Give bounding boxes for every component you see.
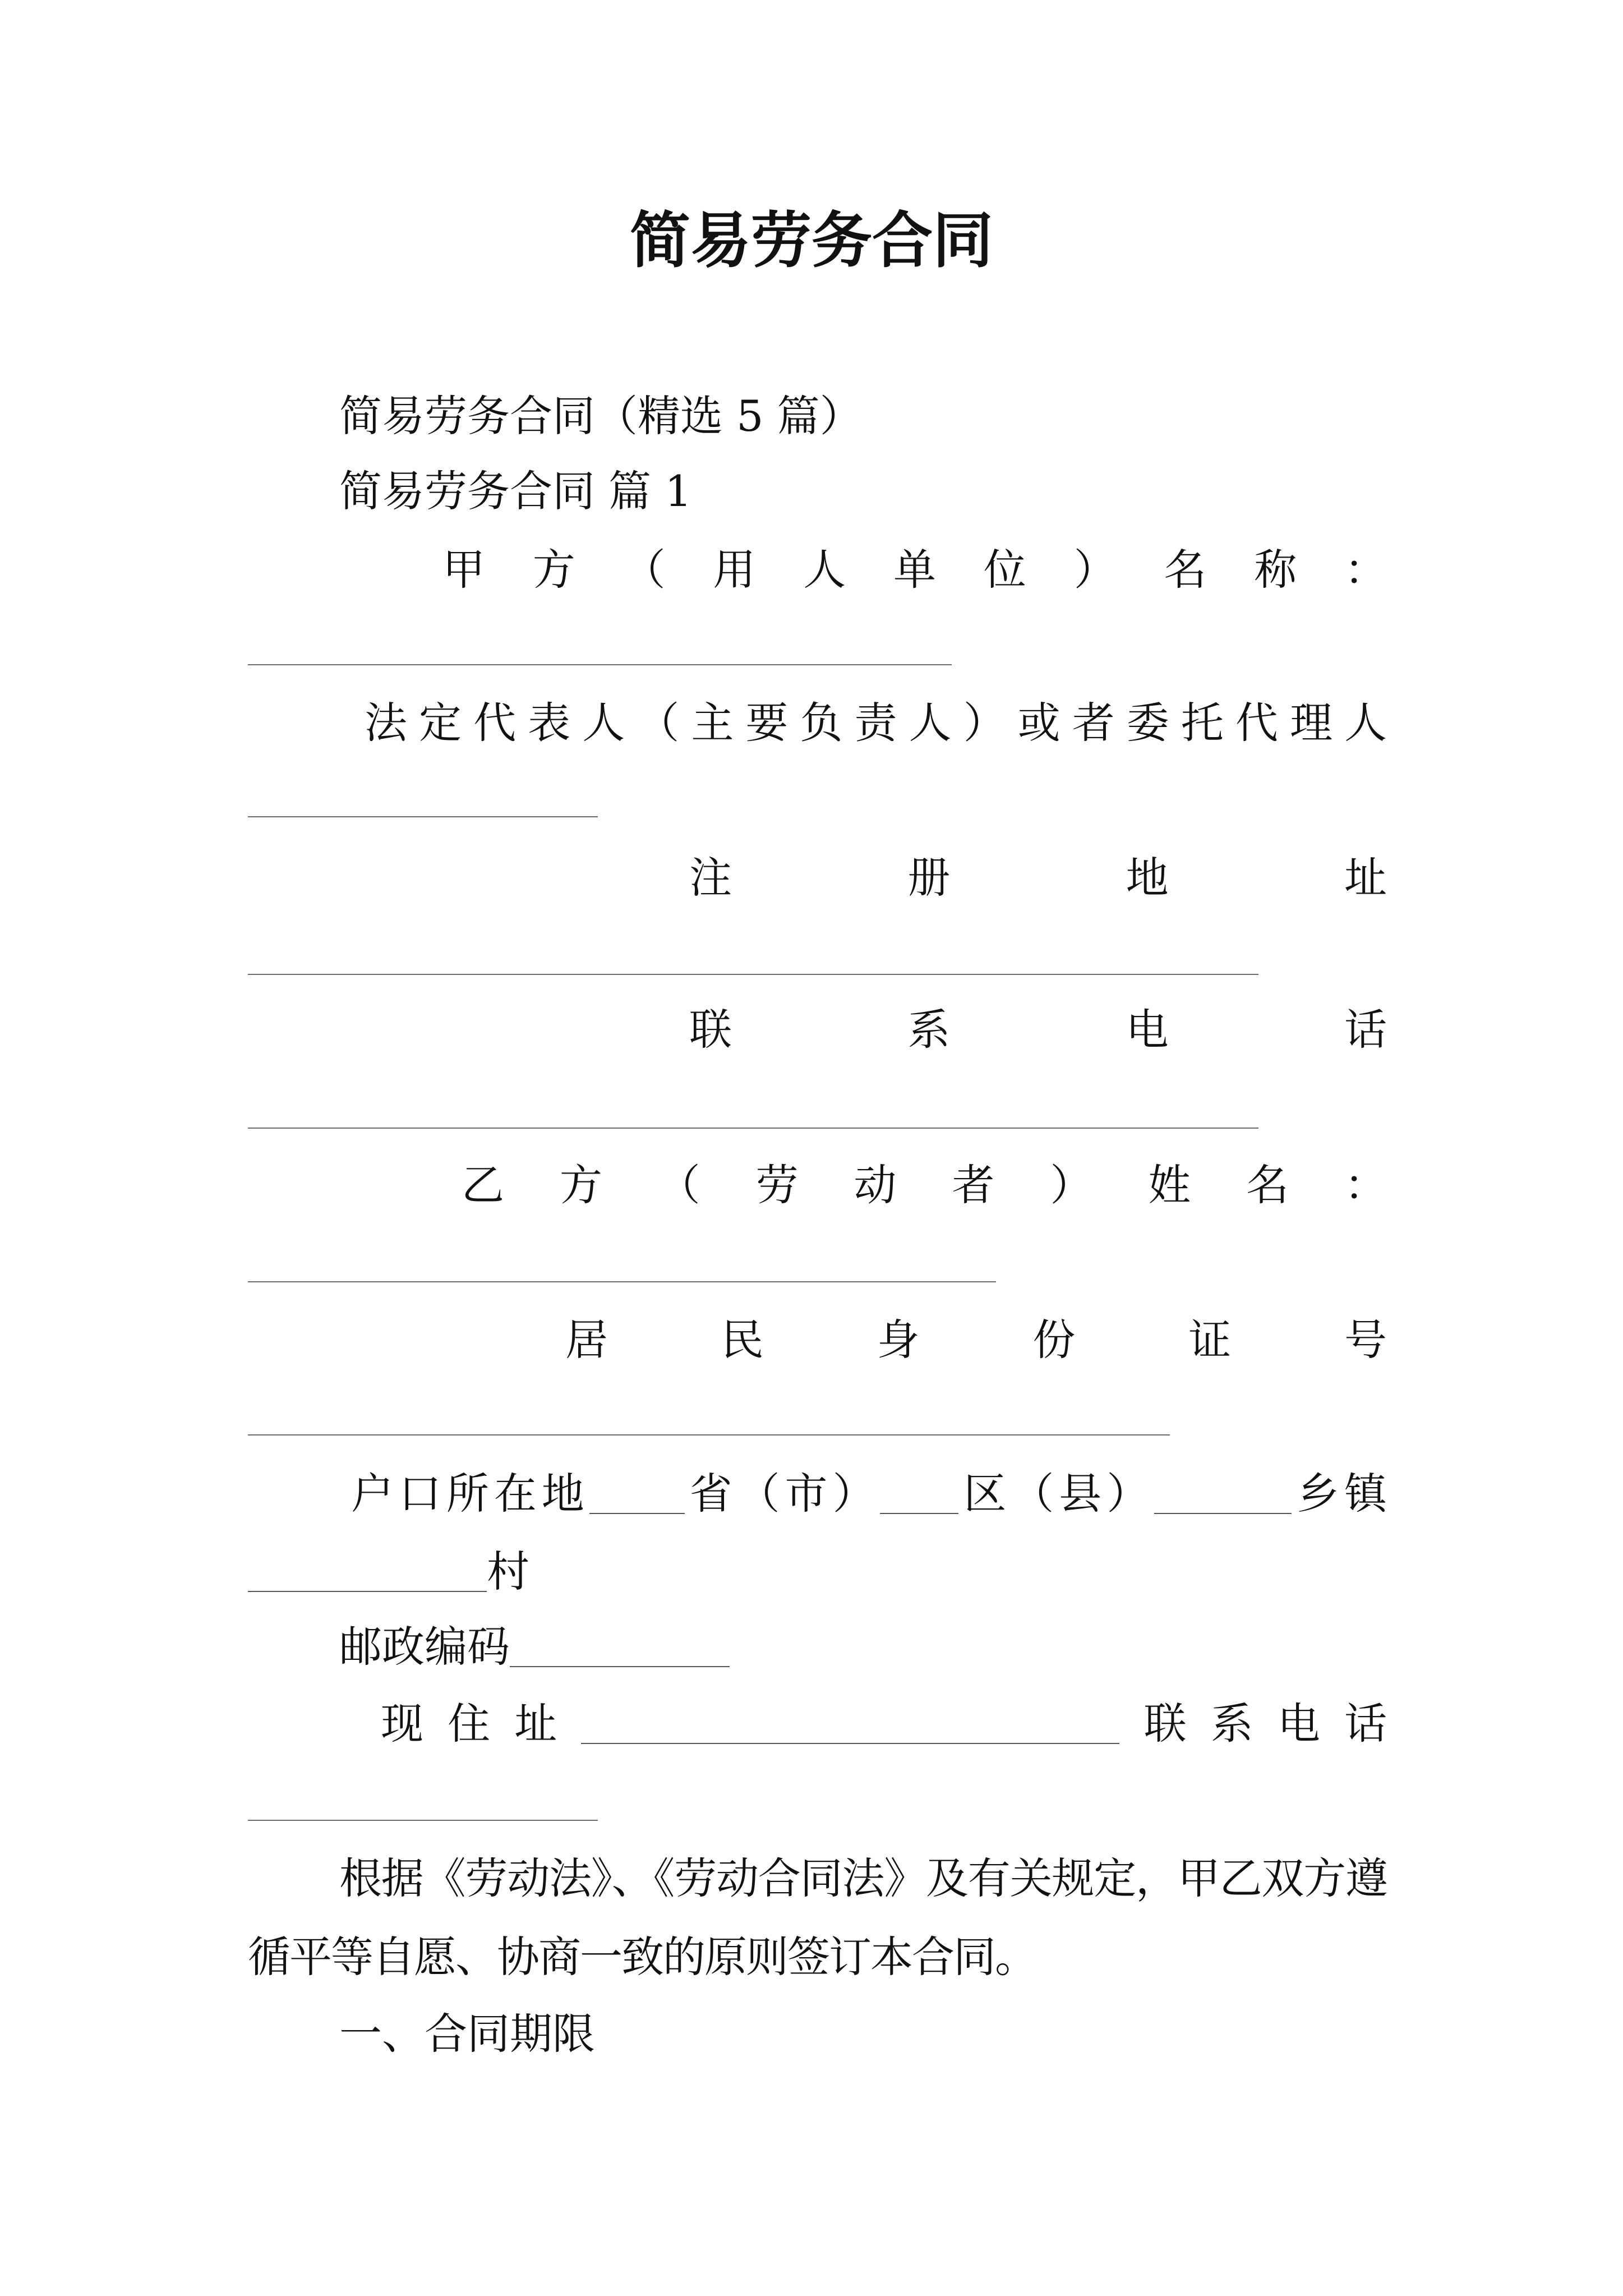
party-a-phone-blank [248, 1128, 1258, 1129]
hukou-province-blank [589, 1479, 685, 1514]
party-b-id-blank [248, 1434, 1170, 1435]
clause-1-heading: 一、合同期限 [339, 2009, 595, 2059]
hukou-town-blank [1154, 1479, 1292, 1514]
party-b-address-phone-line [381, 1699, 1387, 1749]
hukou-province-label: 省（市） [684, 1469, 880, 1519]
document-title: 简易劳务合同 [629, 205, 993, 276]
party-a-phone-label: 联系电话 [689, 1005, 1387, 1055]
party-a-address-label: 注册地址 [689, 853, 1387, 903]
current-address-blank [581, 1709, 1119, 1744]
postcode-blank [510, 1632, 730, 1667]
hukou-prefix: 户口所在地 [351, 1469, 589, 1519]
hukou-district-blank [880, 1479, 958, 1514]
party-b-phone-label: 联系电话 [1119, 1699, 1387, 1749]
party-a-representative-blank [248, 816, 598, 817]
hukou-district-label: 区（县） [958, 1469, 1155, 1519]
current-address-label: 现住址 [381, 1699, 582, 1749]
party-b-phone-blank [248, 1820, 598, 1821]
party-a-name-blank [248, 664, 952, 665]
preamble-paragraph: 根据《劳动法》、《劳动合同法》及有关规定，甲乙双方遵循平等自愿、协商一致的原则签订本合同。 [248, 1853, 1387, 1982]
hukou-town-label: 乡镇 [1292, 1469, 1387, 1519]
party-b-name-blank [248, 1281, 996, 1282]
section-heading: 简易劳务合同 篇 1 [339, 466, 692, 516]
party-b-postcode-line [339, 1622, 730, 1672]
party-a-address-blank [248, 974, 1258, 975]
party-a-name-label: 甲方（用人单位）名称： [442, 545, 1387, 595]
hukou-village-blank [248, 1557, 487, 1592]
postcode-label: 邮政编码 [339, 1622, 510, 1672]
party-a-representative-label: 法定代表人（主要负责人）或者委托代理人 [365, 698, 1387, 748]
party-b-name-label: 乙方（劳动者）姓名： [462, 1160, 1387, 1210]
document-subtitle: 简易劳务合同（精选 5 篇） [339, 391, 863, 441]
party-b-village-line [248, 1547, 529, 1596]
party-b-hukou-line [351, 1469, 1387, 1519]
hukou-village-label: 村 [487, 1547, 529, 1596]
party-b-id-label: 居民身份证号 [565, 1315, 1387, 1365]
